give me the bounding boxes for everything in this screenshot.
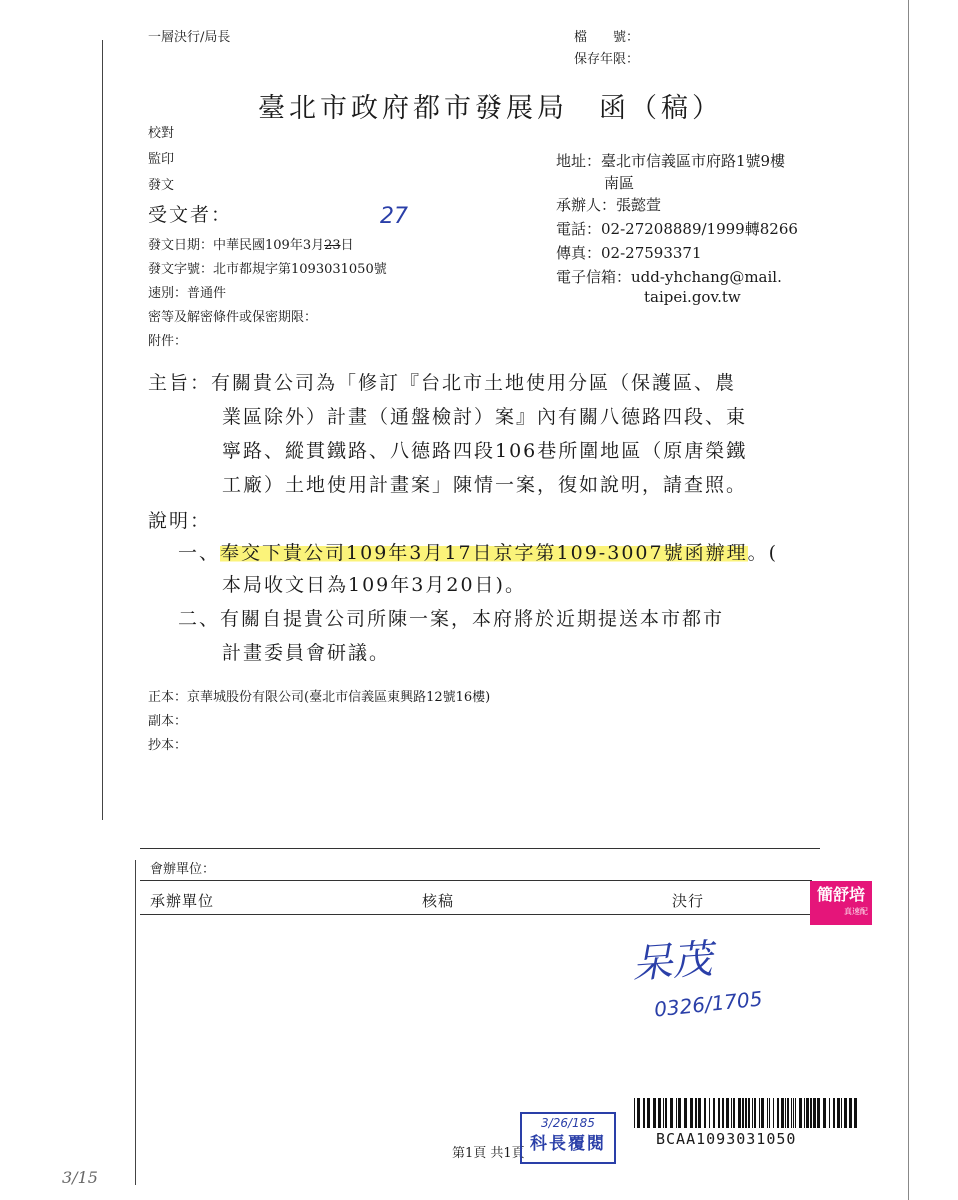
- barcode-bar: [799, 1098, 802, 1128]
- barcode-bar: [754, 1098, 756, 1128]
- subject-line-1: 主旨：有關貴公司為「修訂『台北市土地使用分區（保護區、農: [148, 372, 737, 394]
- barcode-bar: [658, 1098, 661, 1128]
- barcode-bar: [653, 1098, 656, 1128]
- subject-line-4: 工廠）土地使用計畫案」陳情一案，復如說明，請查照。: [222, 474, 748, 496]
- barcode-bar: [695, 1098, 697, 1128]
- signoff-mid-line: [140, 880, 812, 881]
- barcode-bar: [806, 1098, 809, 1128]
- barcode-bar: [833, 1098, 835, 1128]
- explanation-item-1: 一、奉交下貴公司109年3月17日京字第109-3007號函辦理。(: [178, 542, 779, 564]
- barcode-bar: [678, 1098, 681, 1128]
- fax: 傳真：02-27593371: [556, 244, 702, 262]
- handwritten-date-correction: 27: [380, 204, 408, 229]
- barcode-bar: [759, 1098, 760, 1128]
- barcode-bar: [813, 1098, 816, 1128]
- decision-label: 決行: [672, 892, 705, 910]
- barcode-bar: [781, 1098, 784, 1128]
- barcode-bar: [837, 1098, 840, 1128]
- barcode-bar: [810, 1098, 812, 1128]
- stamp-text: 科長覆閱: [530, 1134, 606, 1154]
- barcode-bar: [713, 1098, 715, 1128]
- barcode-bar: [731, 1098, 732, 1128]
- speed-class: 速別：普通件: [148, 286, 227, 301]
- barcode-bar: [849, 1098, 852, 1128]
- page-number: 第1頁 共1頁: [452, 1146, 525, 1161]
- barcode-bar: [738, 1098, 741, 1128]
- barcode-bar: [795, 1098, 796, 1128]
- seal-supervision-label: 監印: [148, 152, 175, 167]
- archive-number-label: 檔 號：: [574, 30, 640, 45]
- barcode-bar: [787, 1098, 789, 1128]
- barcode-bar: [733, 1098, 735, 1128]
- document-title: 臺北市政府都市發展局 函（稿）: [258, 93, 723, 124]
- explanation-item-2-line2: 計畫委員會研議。: [222, 642, 391, 664]
- subject-line-2: 業區除外）計畫（通盤檢討）案』內有關八德路四段、東: [222, 406, 748, 428]
- barcode-bar: [704, 1098, 706, 1128]
- barcode-bar: [726, 1098, 729, 1128]
- barcode-bar: [647, 1098, 650, 1128]
- barcode-bar: [634, 1098, 635, 1128]
- barcode-bar: [767, 1098, 768, 1128]
- stamp-handwritten-note: 3/26/185: [541, 1116, 595, 1130]
- barcode-bar: [748, 1098, 750, 1128]
- handling-unit-label: 承辦單位: [150, 892, 215, 910]
- barcode-bar: [718, 1098, 720, 1128]
- decision-level: 一層決行/局長: [148, 30, 231, 45]
- barcode-bar: [844, 1098, 847, 1128]
- barcode: [632, 1098, 860, 1128]
- barcode-bar: [752, 1098, 753, 1128]
- barcode-bar: [817, 1098, 820, 1128]
- politician-badge: 簡舒培 真速配: [810, 881, 872, 925]
- barcode-bar: [690, 1098, 693, 1128]
- lower-margin-line: [135, 860, 136, 1185]
- explanation-label: 說明：: [148, 510, 212, 532]
- barcode-bar: [684, 1098, 687, 1128]
- barcode-bar: [773, 1098, 774, 1128]
- barcode-bar: [823, 1098, 826, 1128]
- signoff-top-line: [140, 848, 820, 849]
- struck-date: 23: [324, 238, 341, 253]
- barcode-bars: [632, 1098, 860, 1128]
- barcode-bar: [663, 1098, 664, 1128]
- barcode-bar: [698, 1098, 701, 1128]
- main-recipient: 正本：京華城股份有限公司(臺北市信義區東興路12號16樓): [148, 690, 491, 705]
- signoff-bottom-line: [140, 914, 812, 915]
- barcode-bar: [637, 1098, 640, 1128]
- barcode-number: BCAA1093031050: [656, 1130, 797, 1148]
- explanation-item-1-line2: 本局收文日為109年3月20日)。: [222, 574, 526, 596]
- barcode-bar: [791, 1098, 792, 1128]
- right-page-edge: [908, 0, 909, 1200]
- co-units-label: 會辦單位：: [150, 862, 216, 877]
- barcode-bar: [676, 1098, 677, 1128]
- barcode-bar: [769, 1098, 770, 1128]
- review-label: 核稿: [422, 892, 455, 910]
- recipient-label: 受文者：: [148, 204, 233, 226]
- chief-review-stamp: [520, 1112, 616, 1164]
- barcode-bar: [793, 1098, 794, 1128]
- corner-note: 3/15: [62, 1168, 98, 1187]
- handler: 承辦人：張懿萱: [556, 196, 662, 214]
- barcode-bar: [643, 1098, 645, 1128]
- explanation-item-2: 二、有關自提貴公司所陳一案，本府將於近期提送本市都市: [178, 608, 725, 630]
- barcode-bar: [761, 1098, 764, 1128]
- barcode-bar: [722, 1098, 724, 1128]
- address-line1: 地址：臺北市信義區市府路1號9樓: [556, 152, 786, 170]
- left-margin-line: [102, 40, 103, 820]
- highlighted-reference: 奉交下貴公司109年3月17日京字第109-3007號函辦理: [220, 542, 748, 564]
- barcode-bar: [745, 1098, 747, 1128]
- email-line1: 電子信箱：udd-yhchang@mail.: [556, 268, 782, 286]
- dispatch-label: 發文: [148, 178, 175, 193]
- signature-timestamp: 0326/1705: [653, 986, 764, 1022]
- attachment-label: 附件：: [148, 334, 188, 349]
- email-line2: taipei.gov.tw: [644, 288, 741, 306]
- copy-recipient: 副本：: [148, 714, 188, 729]
- issue-date: 發文日期：中華民國109年3月23日: [148, 238, 354, 253]
- barcode-bar: [841, 1098, 842, 1128]
- document-number: 發文字號：北市都規字第1093031050號: [148, 262, 387, 277]
- barcode-bar: [829, 1098, 830, 1128]
- barcode-bar: [854, 1098, 857, 1128]
- handwritten-signature: 呆茂: [630, 936, 714, 988]
- cc-recipient: 抄本：: [148, 738, 188, 753]
- barcode-bar: [804, 1098, 805, 1128]
- secrecy-level: 密等及解密條件或保密期限：: [148, 310, 318, 325]
- barcode-bar: [785, 1098, 786, 1128]
- subject-line-3: 寧路、縱貫鐵路、八德路四段106巷所圍地區（原唐榮鐵: [222, 440, 748, 462]
- barcode-bar: [665, 1098, 667, 1128]
- barcode-bar: [670, 1098, 673, 1128]
- phone: 電話：02-27208889/1999轉8266: [556, 220, 798, 238]
- barcode-bar: [709, 1098, 710, 1128]
- barcode-bar: [742, 1098, 744, 1128]
- barcode-bar: [777, 1098, 779, 1128]
- address-line2: 南區: [604, 174, 635, 192]
- retention-period-label: 保存年限：: [574, 52, 640, 67]
- proofread-label: 校對: [148, 126, 175, 141]
